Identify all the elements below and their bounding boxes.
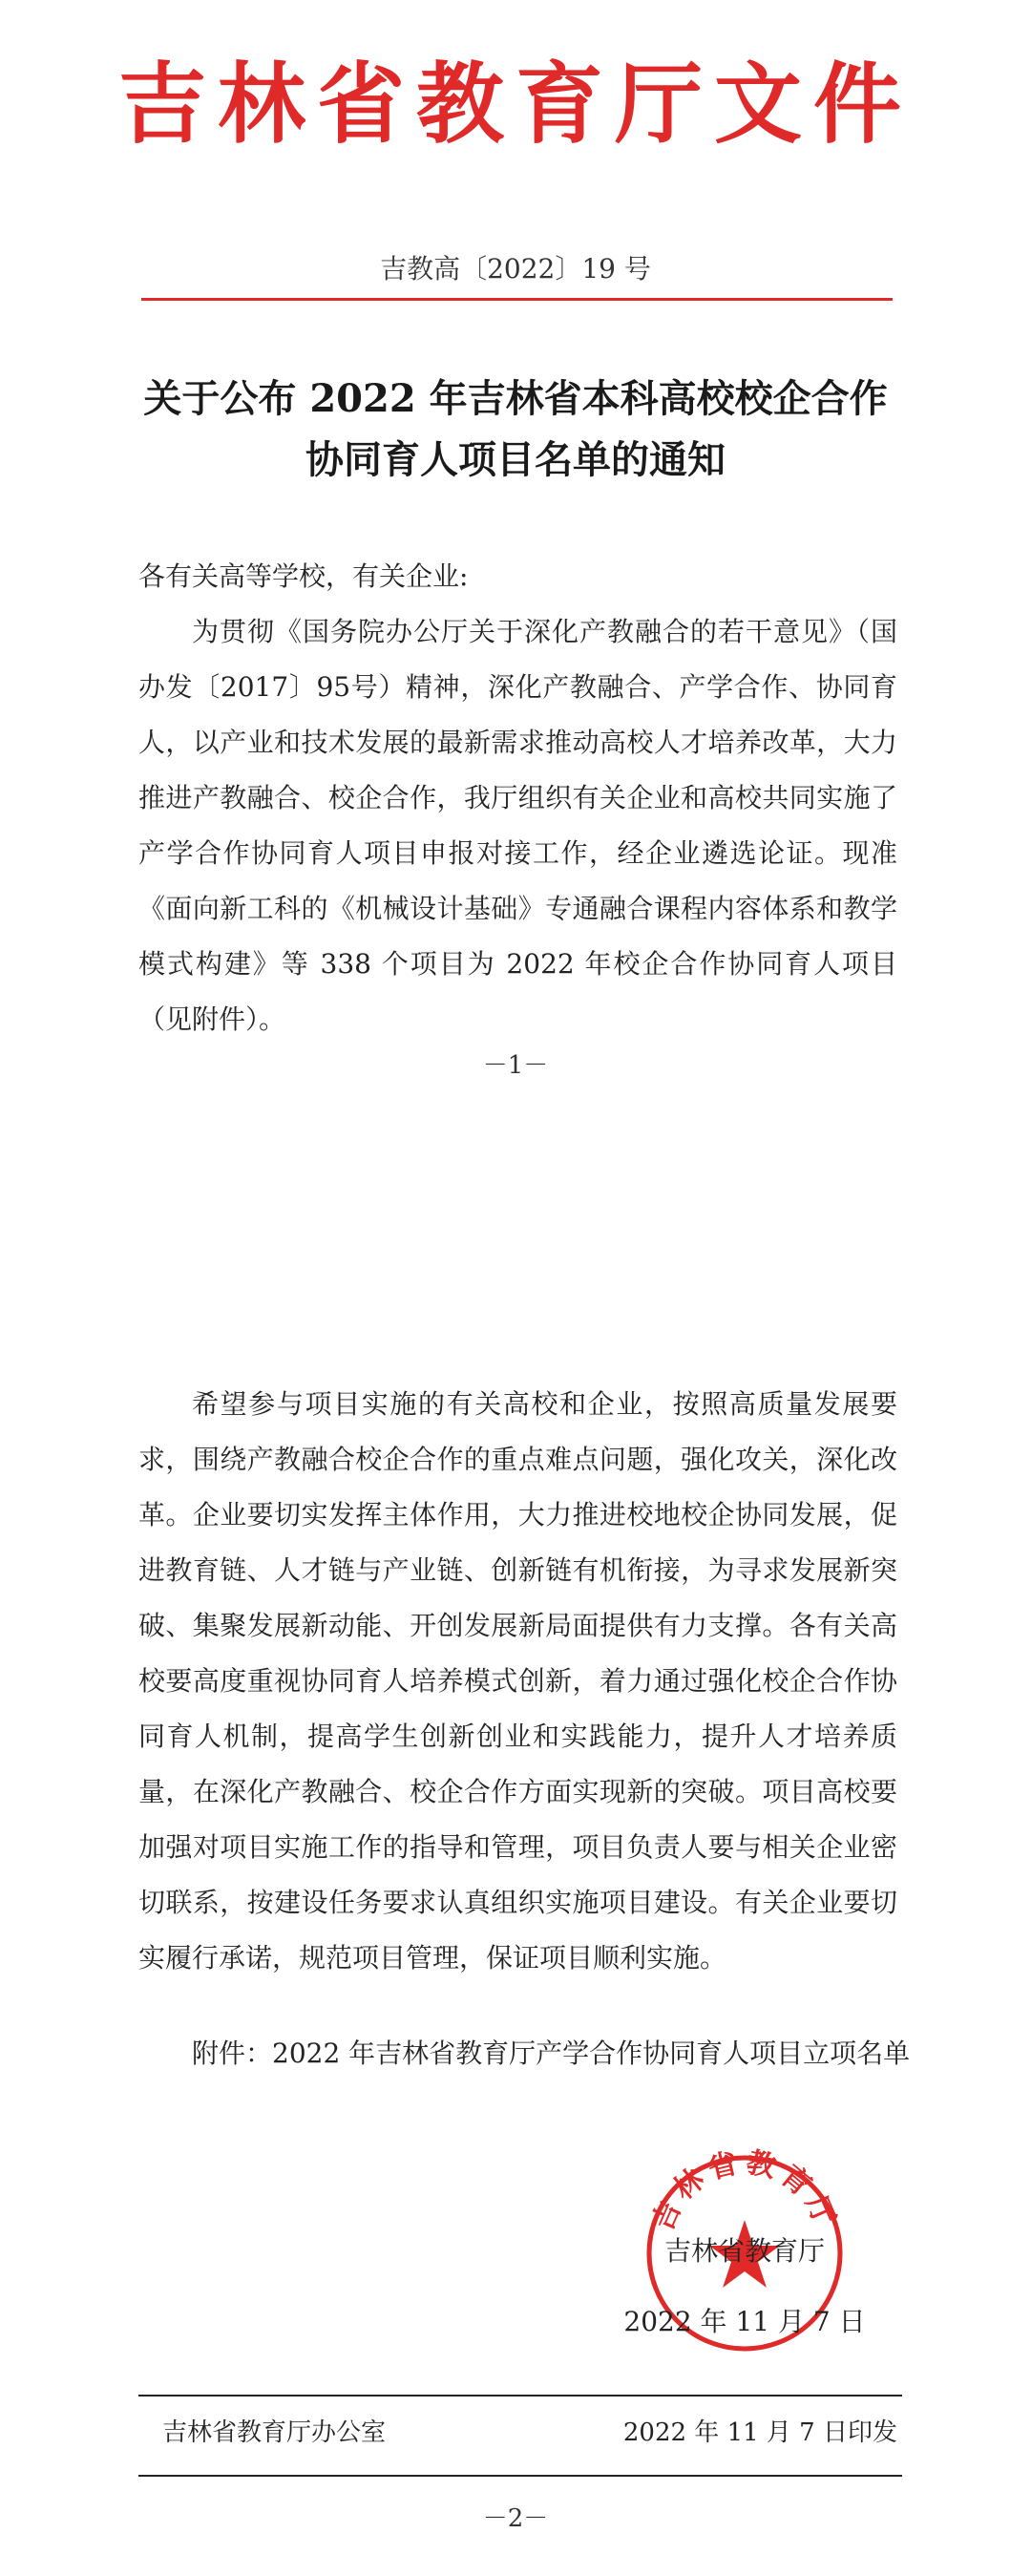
salutation: 各有关高等学校，有关企业: xyxy=(138,560,469,592)
notice-title-line-1: 关于公布 2022 年吉林省本科高校校企合作 xyxy=(143,376,888,421)
document-header: 吉林省教育厅文件 xyxy=(117,53,913,156)
page-number-1: －1－ xyxy=(482,1051,549,1080)
document-number: 吉教高〔2022〕19 号 xyxy=(380,253,651,285)
attachment-note: 附件：2022 年吉林省教育厅产学合作协同育人项目立项名单 xyxy=(192,2038,911,2069)
signing-date: 2022 年 11 月 7 日 xyxy=(623,2306,866,2337)
signer-organization: 吉林省教育厅 xyxy=(663,2235,825,2267)
issuing-office: 吉林省教育厅办公室 xyxy=(162,2418,387,2447)
header-red-rule xyxy=(141,298,893,301)
body-paragraph-1: 为贯彻《国务院办公厅关于深化产教融合的若干意见》（国办发〔2017〕95号）精神，深化产教融合、产学合作、协同育人，以产业和技术发展的最新需求推动高校人才培养改革，大力推进产教融合、校企合作，我厅组织有关企业和高校共同实施了产学合作协同育人项目申报对接工作，经企业遴选论证。现准《面向新工科的《机械设计基础》专通融合课程内容体系和教学模式构建》等 338 个项目为 2022 年校企合作协同育人项目（见附件）。 xyxy=(138,616,897,1035)
print-date: 2022 年 11 月 7 日印发 xyxy=(622,2418,897,2447)
footer-bottom-rule xyxy=(138,2475,902,2477)
notice-title-line-2: 协同育人项目名单的通知 xyxy=(305,437,726,482)
seal-text: 吉林省教育厅 xyxy=(645,2145,844,2236)
page-number-2: －2－ xyxy=(482,2504,549,2533)
footer-top-rule xyxy=(138,2395,902,2397)
body-paragraph-2: 希望参与项目实施的有关高校和企业，按照高质量发展要求，围绕产教融合校企合作的重点难点问题，强化攻关，深化改革。企业要切实发挥主体作用，大力推进校地校企协同发展，促进教育链、人才链与产业链、创新链有机衔接，为寻求发展新突破、集聚发展新动能、开创发展新局面提供有力支撑。各有关高校要高度重视协同育人培养模式创新，着力通过强化校企合作协同育人机制，提高学生创新创业和实践能力，提升人才培养质量，在深化产教融合、校企合作方面实现新的突破。项目高校要加强对项目实施工作的指导和管理，项目负责人要与相关企业密切联系，按建设任务要求认真组织实施项目建设。有关企业要切实履行承诺，规范项目管理，保证项目顺利实施。 xyxy=(138,1388,897,1974)
